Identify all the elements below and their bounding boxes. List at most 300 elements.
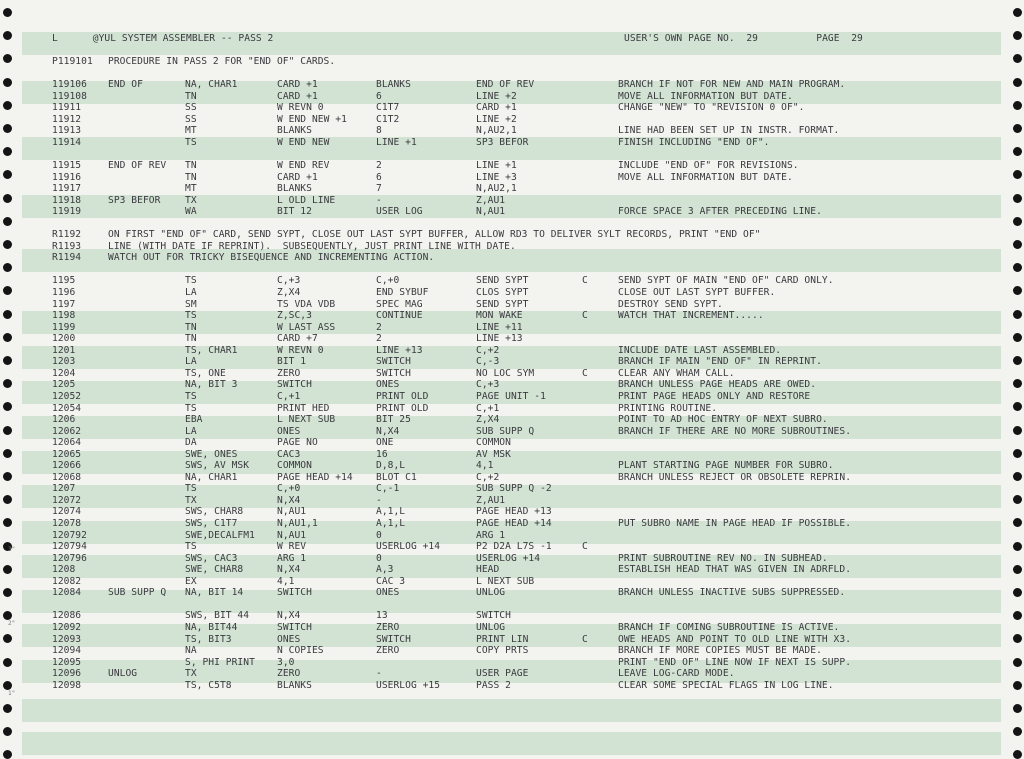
listing-field-f: LINE +1	[476, 159, 517, 171]
listing-field-a: 120792	[52, 529, 87, 541]
listing-field-h: OWE HEADS AND POINT TO OLD LINE WITH X3.	[618, 633, 852, 645]
listing-field-b: UNLOG	[108, 668, 138, 680]
listing-field-a: 119108	[52, 90, 87, 102]
listing-field-d: N COPIES	[277, 645, 324, 657]
listing-field-f: USERLOG +14	[476, 552, 541, 564]
listing-field-e: USER LOG	[376, 206, 423, 218]
listing-field-c: SWS, AV MSK	[185, 460, 250, 472]
listing-field-c: TN	[185, 159, 197, 171]
listing-field-c: SWS, CAC3	[185, 552, 238, 564]
listing-field-e: SWITCH	[376, 356, 411, 368]
listing-field-d: Z,SC,3	[277, 310, 312, 322]
listing-field-e: SWITCH	[376, 367, 411, 379]
listing-field-a: 120796	[52, 552, 87, 564]
feed-hole	[3, 658, 12, 667]
listing-field-f: PASS 2	[476, 679, 511, 691]
listing-field-e: 16	[376, 448, 388, 460]
listing-field-e: C,-1	[376, 483, 400, 495]
feed-hole	[3, 124, 12, 133]
listing-field-d: CARD +1	[277, 171, 318, 183]
listing-field-h: FINISH INCLUDING "END OF".	[618, 136, 770, 148]
listing-field-c: TS, C5T8	[185, 679, 232, 691]
listing-field-f: Z,X4	[476, 414, 500, 426]
listing-field-e: ONE	[376, 437, 394, 449]
listing-field-c: SS	[185, 113, 197, 125]
feed-hole	[3, 147, 12, 156]
listing-field-a: 12054	[52, 402, 82, 414]
listing-field-f: CLOS SYPT	[476, 287, 529, 298]
listing-field-c: TN	[185, 171, 197, 183]
listing-field-c: TN	[185, 321, 197, 333]
listing-field-f: PAGE HEAD +14	[476, 518, 552, 529]
listing-field-d: PRINT HED	[277, 402, 330, 414]
listing-field-h: BRANCH IF NOT FOR NEW AND MAIN PROGRAM.	[618, 79, 846, 91]
listing-field-f: LINE +2	[476, 113, 517, 125]
listing-field-b: END OF	[108, 79, 143, 91]
listing-field-h: SEND SYPT OF MAIN "END OF" CARD ONLY.	[618, 275, 834, 287]
listing-field-a: 1195	[52, 275, 76, 287]
listing-field-a: R1192	[52, 229, 82, 241]
listing-field-e: CONTINUE	[376, 310, 423, 322]
listing-field-c: SS	[185, 102, 197, 114]
listing-field-d: L OLD LINE	[277, 194, 336, 206]
listing-field-a: 12065	[52, 448, 82, 460]
feed-hole	[1013, 356, 1022, 365]
listing-field-f: N,AU2,1	[476, 183, 517, 195]
listing-field-c: NA, CHAR1	[185, 471, 238, 483]
listing-field-h: CLEAR SOME SPECIAL FLAGS IN LOG LINE.	[618, 679, 834, 691]
listing-field-e: BLANKS	[376, 79, 411, 91]
listing-field-f: LINE +13	[476, 333, 523, 345]
listing-field-a: 11914	[52, 136, 82, 148]
listing-field-c: TS, ONE	[185, 367, 226, 379]
listing-field-c: TS	[185, 541, 197, 553]
margin-mark-1: 1"	[8, 690, 16, 697]
listing-field-e: END SYBUF	[376, 287, 429, 298]
listing-field-d: BLANKS	[277, 183, 312, 195]
listing-field-f: C,+3	[476, 379, 500, 391]
feed-hole	[1013, 54, 1022, 63]
listing-field-f: NO LOC SYM	[476, 367, 535, 379]
listing-field-e: 13	[376, 610, 388, 622]
listing-field-c: EX	[185, 575, 197, 587]
listing-field-f: END OF REV	[476, 79, 535, 91]
listing-field-d: SWITCH	[277, 379, 312, 391]
listing-field-f: Z,AU1	[476, 194, 506, 206]
feed-hole	[1013, 101, 1022, 110]
feed-hole	[3, 78, 12, 87]
feed-hole	[1013, 263, 1022, 272]
listing-field-e: SWITCH	[376, 633, 411, 645]
listing-field-a: 1206	[52, 414, 76, 426]
feed-hole	[3, 426, 12, 435]
listing-field-e: BIT 25	[376, 414, 411, 426]
listing-field-h: CLEAR ANY WHAM CALL.	[618, 367, 735, 379]
feed-hole	[1013, 611, 1022, 620]
greenbar-band	[22, 590, 1001, 613]
listing-field-f: C,+1	[476, 402, 500, 414]
listing-field-e: 2	[376, 159, 382, 171]
listing-field-e: CAC 3	[376, 575, 406, 587]
feed-hole	[1013, 634, 1022, 643]
listing-field-c: NA, BIT 3	[185, 379, 238, 391]
listing-field-a: 12084	[52, 587, 82, 599]
listing-field-a: 120794	[52, 541, 87, 553]
listing-field-d: L NEXT SUB	[277, 414, 336, 426]
listing-field-e: PRINT OLD	[376, 390, 429, 402]
listing-field-d: ARG 1	[277, 552, 307, 564]
listing-field-c: TX	[185, 494, 197, 506]
listing-field-a: 12095	[52, 656, 82, 668]
listing-field-e: ZERO	[376, 621, 400, 633]
listing-field-e: ONES	[376, 587, 400, 599]
listing-field-d: N,X4	[277, 610, 301, 622]
listing-field-e: ONES	[376, 379, 400, 391]
listing-field-a: 1198	[52, 310, 76, 322]
listing-field-h: LEAVE LOG-CARD MODE.	[618, 668, 735, 680]
feed-hole	[3, 333, 12, 342]
listing-field-f: SWITCH	[476, 610, 511, 622]
listing-field-d: CARD +1	[277, 79, 318, 91]
listing-field-c: LA	[185, 425, 197, 437]
listing-field-d: ZERO	[277, 668, 301, 680]
feed-hole	[3, 634, 12, 643]
listing-field-g: C	[582, 633, 588, 645]
listing-field-h: PRINTING ROUTINE.	[618, 402, 718, 414]
listing-field-e: 0	[376, 529, 382, 541]
listing-field-c: NA, BIT 14	[185, 587, 244, 599]
listing-field-e: -	[376, 194, 382, 206]
listing-field-e: D,8,L	[376, 460, 406, 472]
listing-field-f: N,AU2,1	[476, 125, 517, 137]
listing-field-a: 1203	[52, 356, 76, 368]
listing-field-d: W REVN 0	[277, 102, 324, 114]
listing-field-a: 11917	[52, 183, 82, 195]
listing-field-a: 11913	[52, 125, 82, 137]
feed-hole	[3, 286, 12, 295]
listing-field-d: N,X4	[277, 494, 301, 506]
listing-field-h: BRANCH UNLESS REJECT OR OBSOLETE REPRIN.	[618, 471, 852, 483]
listing-field-a: 12072	[52, 494, 82, 506]
listing-field-d: BIT 1	[277, 356, 307, 368]
listing-field-c: SWE,DECALFM1	[185, 529, 255, 541]
listing-field-b: PROCEDURE IN PASS 2 FOR "END OF" CARDS.	[108, 56, 336, 67]
margin-mark-2: 2"	[8, 620, 16, 627]
listing-field-d: ONES	[277, 633, 301, 645]
feed-hole	[1013, 310, 1022, 319]
listing-field-c: TX	[185, 668, 197, 680]
feed-hole	[1013, 426, 1022, 435]
listing-field-a: 1197	[52, 298, 76, 310]
listing-field-a: 12074	[52, 506, 82, 518]
listing-field-a: 12098	[52, 679, 82, 691]
listing-field-h: PLANT STARTING PAGE NUMBER FOR SUBRO.	[618, 460, 834, 472]
feed-hole	[3, 588, 12, 597]
feed-hole	[3, 310, 12, 319]
listing-field-c: TN	[185, 333, 197, 345]
header-title: L @YUL SYSTEM ASSEMBLER -- PASS 2	[52, 33, 274, 44]
feed-hole	[1013, 31, 1022, 40]
listing-field-g: C	[582, 310, 588, 322]
page-header	[52, 33, 992, 77]
feed-hole	[3, 379, 12, 388]
listing-field-c: TS	[185, 483, 197, 495]
listing-field-f: PAGE UNIT -1	[476, 390, 546, 402]
listing-field-c: TS	[185, 310, 197, 322]
listing-field-c: NA, CHAR1	[185, 79, 238, 91]
listing-field-f: SEND SYPT	[476, 275, 529, 287]
feed-hole	[3, 170, 12, 179]
feed-hole	[1013, 588, 1022, 597]
listing-field-d: CARD +1	[277, 90, 318, 102]
feed-hole	[3, 263, 12, 272]
listing-field-f: COPY PRTS	[476, 645, 529, 657]
listing-field-f: ARG 1	[476, 529, 506, 541]
listing-field-a: 12078	[52, 518, 82, 529]
listing-field-e: -	[376, 494, 382, 506]
listing-field-h: PRINT SUBROUTINE REV NO. IN SUBHEAD.	[618, 552, 828, 564]
feed-hole	[1013, 565, 1022, 574]
feed-hole	[3, 681, 12, 690]
feed-hole	[1013, 78, 1022, 87]
listing-field-d: PAGE NO	[277, 437, 318, 449]
listing-field-d: CAC3	[277, 448, 301, 460]
listing-field-f: C,+2	[476, 344, 500, 356]
listing-field-f: SUB SUPP Q -2	[476, 483, 552, 495]
feed-hole	[1013, 750, 1022, 759]
listing-field-e: LINE +1	[376, 136, 417, 148]
listing-field-d: PAGE HEAD +14	[277, 471, 353, 483]
listing-field-b: END OF REV	[108, 159, 167, 171]
feed-hole	[1013, 542, 1022, 551]
listing-field-h: WATCH THAT INCREMENT.....	[618, 310, 764, 322]
listing-field-h: BRANCH IF MAIN "END OF" IN REPRINT.	[618, 356, 822, 368]
listing-field-a: 11919	[52, 206, 82, 218]
feed-hole	[3, 194, 12, 203]
listing-field-d: N,X4	[277, 564, 301, 576]
listing-field-e: A,1,L	[376, 518, 406, 529]
listing-field-d: ONES	[277, 425, 301, 437]
listing-field-e: 2	[376, 321, 382, 333]
listing-field-f: C,+2	[476, 471, 500, 483]
listing-field-f: P2 D2A L7S -1	[476, 541, 552, 553]
feed-hole	[1013, 333, 1022, 342]
listing-field-a: 12093	[52, 633, 82, 645]
feed-hole	[3, 402, 12, 411]
listing-field-b: ON FIRST "END OF" CARD, SEND SYPT, CLOSE OUT LAST SYPT BUFFER, ALLOW RD3 TO DELIVER SYLT RECORDS, PRINT "END OF"	[108, 229, 761, 241]
greenbar-band	[22, 448, 1001, 474]
listing-field-f: L NEXT SUB	[476, 575, 535, 587]
listing-field-b: LINE (WITH DATE IF REPRINT). SUBSEQUENTLY, JUST PRINT LINE WITH DATE.	[108, 240, 516, 252]
listing-field-c: MT	[185, 125, 197, 137]
listing-field-a: R1194	[52, 252, 82, 264]
listing-field-c: TS	[185, 136, 197, 148]
listing-field-d: TS VDA VDB	[277, 298, 336, 310]
listing-field-a: 12062	[52, 425, 82, 437]
listing-field-c: DA	[185, 437, 197, 449]
listing-field-f: 4,1	[476, 460, 494, 472]
feed-hole	[1013, 727, 1022, 736]
listing-field-d: N,AU1	[277, 529, 307, 541]
listing-field-c: TS, CHAR1	[185, 344, 238, 356]
listing-field-e: C,+0	[376, 275, 400, 287]
listing-field-c: SWS, BIT 44	[185, 610, 250, 622]
listing-field-c: SWS, C1T7	[185, 518, 238, 529]
listing-field-e: N,X4	[376, 425, 400, 437]
listing-field-a: 11911	[52, 102, 82, 114]
greenbar-band	[22, 699, 1001, 722]
listing-field-e: 8	[376, 125, 382, 137]
listing-field-d: N,AU1	[277, 506, 307, 518]
listing-field-d: W LAST ASS	[277, 321, 336, 333]
listing-field-d: C,+3	[277, 275, 301, 287]
listing-field-h: INCLUDE "END OF" FOR REVISIONS.	[618, 159, 799, 171]
feed-hole	[3, 8, 12, 17]
feed-hole	[1013, 449, 1022, 458]
listing-field-a: R1193	[52, 240, 82, 252]
listing-field-a: 11915	[52, 159, 82, 171]
feed-hole	[1013, 170, 1022, 179]
listing-field-h: CLOSE OUT LAST SYPT BUFFER.	[618, 287, 776, 298]
listing-field-d: BLANKS	[277, 679, 312, 691]
listing-field-e: 6	[376, 171, 382, 183]
feed-hole	[1013, 147, 1022, 156]
listing-field-d: W END NEW	[277, 136, 330, 148]
greenbar-band	[22, 195, 1001, 218]
listing-field-c: EBA	[185, 414, 203, 426]
listing-field-h: MOVE ALL INFORMATION BUT DATE.	[618, 90, 793, 102]
listing-field-f: HEAD	[476, 564, 500, 576]
feed-hole	[3, 704, 12, 713]
listing-field-b: SUB SUPP Q	[108, 587, 167, 599]
listing-field-d: BIT 12	[277, 206, 312, 218]
listing-field-f: SUB SUPP Q	[476, 425, 535, 437]
listing-field-c: TX	[185, 194, 197, 206]
listing-field-a: 1204	[52, 367, 76, 379]
listing-field-f: UNLOG	[476, 621, 506, 633]
listing-field-e: 7	[376, 183, 382, 195]
listing-field-h: POINT TO AD HOC ENTRY OF NEXT SUBRO.	[618, 414, 828, 426]
feed-hole	[1013, 379, 1022, 388]
listing-field-a: 11916	[52, 171, 82, 183]
listing-field-f: AV MSK	[476, 448, 511, 460]
listing-field-a: 12066	[52, 460, 82, 472]
listing-field-c: SWE, CHAR8	[185, 564, 244, 576]
listing-field-c: MT	[185, 183, 197, 195]
listing-field-a: 11918	[52, 194, 82, 206]
listing-field-d: SWITCH	[277, 621, 312, 633]
listing-field-d: 3,0	[277, 656, 295, 668]
listing-field-d: N,AU1,1	[277, 518, 318, 529]
listing-field-c: S, PHI PRINT	[185, 656, 255, 668]
feed-hole	[1013, 402, 1022, 411]
listing-field-g: C	[582, 367, 588, 379]
listing-field-d: C,+1	[277, 390, 301, 402]
listing-field-a: 1196	[52, 287, 76, 298]
listing-field-a: 12082	[52, 575, 82, 587]
listing-field-h: INCLUDE DATE LAST ASSEMBLED.	[618, 344, 782, 356]
greenbar-band	[22, 732, 1001, 755]
listing-field-h: ESTABLISH HEAD THAT WAS GIVEN IN ADRFLD.	[618, 564, 852, 576]
listing-field-a: 12068	[52, 471, 82, 483]
listing-field-h: DESTROY SEND SYPT.	[618, 298, 723, 310]
listing-field-e: PRINT OLD	[376, 402, 429, 414]
listing-field-e: -	[376, 668, 382, 680]
listing-field-c: LA	[185, 287, 197, 298]
listing-field-f: MON WAKE	[476, 310, 523, 322]
feed-hole	[3, 240, 12, 249]
listing-field-f: CARD +1	[476, 102, 517, 114]
listing-field-e: C1T2	[376, 113, 400, 125]
listing-field-e: LINE +13	[376, 344, 423, 356]
feed-hole	[1013, 495, 1022, 504]
listing-field-a: 12094	[52, 645, 82, 657]
listing-field-d: W REVN 0	[277, 344, 324, 356]
feed-hole	[1013, 8, 1022, 17]
feed-hole	[1013, 124, 1022, 133]
listing-field-e: A,1,L	[376, 506, 406, 518]
feed-hole	[1013, 681, 1022, 690]
listing-field-h: MOVE ALL INFORMATION BUT DATE.	[618, 171, 793, 183]
feed-hole	[1013, 217, 1022, 226]
feed-hole	[3, 518, 12, 527]
listing-field-f: USER PAGE	[476, 668, 529, 680]
listing-field-c: WA	[185, 206, 197, 218]
listing-field-c: LA	[185, 356, 197, 368]
listing-field-f: SEND SYPT	[476, 298, 529, 310]
greenbar-band	[22, 346, 1001, 369]
listing-field-c: SWE, ONES	[185, 448, 238, 460]
listing-field-d: 4,1	[277, 575, 295, 587]
listing-field-a: 1208	[52, 564, 76, 576]
feed-hole	[3, 217, 12, 226]
listing-field-d: W END NEW +1	[277, 113, 347, 125]
listing-field-e: 0	[376, 552, 382, 564]
listing-field-a: 1199	[52, 321, 76, 333]
margin-mark-3: 3"	[8, 546, 16, 553]
listing-field-a: 12064	[52, 437, 82, 449]
listing-field-c: TS	[185, 390, 197, 402]
listing-field-c: TS, BIT3	[185, 633, 232, 645]
listing-field-d: Z,X4	[277, 287, 301, 298]
listing-field-f: N,AU1	[476, 206, 506, 218]
listing-field-f: Z,AU1	[476, 494, 506, 506]
listing-field-e: C1T7	[376, 102, 400, 114]
listing-field-e: 6	[376, 90, 382, 102]
listing-field-f: COMMON	[476, 437, 511, 449]
feed-hole	[1013, 704, 1022, 713]
listing-field-h: BRANCH IF COMING SUBROUTINE IS ACTIVE.	[618, 621, 840, 633]
feed-hole	[1013, 472, 1022, 481]
feed-hole	[3, 727, 12, 736]
listing-field-c: TN	[185, 90, 197, 102]
listing-field-d: W REV	[277, 541, 307, 553]
listing-field-h: FORCE SPACE 3 AFTER PRECEDING LINE.	[618, 206, 822, 218]
listing-field-e: USERLOG +15	[376, 679, 441, 691]
listing-field-a: 12052	[52, 390, 82, 402]
listing-field-f: LINE +2	[476, 90, 517, 102]
listing-field-a: 12086	[52, 610, 82, 622]
listing-field-e: ZERO	[376, 645, 400, 657]
listing-field-e: USERLOG +14	[376, 541, 441, 553]
listing-field-h: BRANCH UNLESS INACTIVE SUBS SUPPRESSED.	[618, 587, 846, 599]
feed-hole	[3, 495, 12, 504]
feed-hole	[3, 54, 12, 63]
listing-field-d: ZERO	[277, 367, 301, 379]
listing-field-h: BRANCH UNLESS PAGE HEADS ARE OWED.	[618, 379, 817, 391]
listing-field-a: 12096	[52, 668, 82, 680]
listing-field-a: P119101	[52, 56, 93, 67]
